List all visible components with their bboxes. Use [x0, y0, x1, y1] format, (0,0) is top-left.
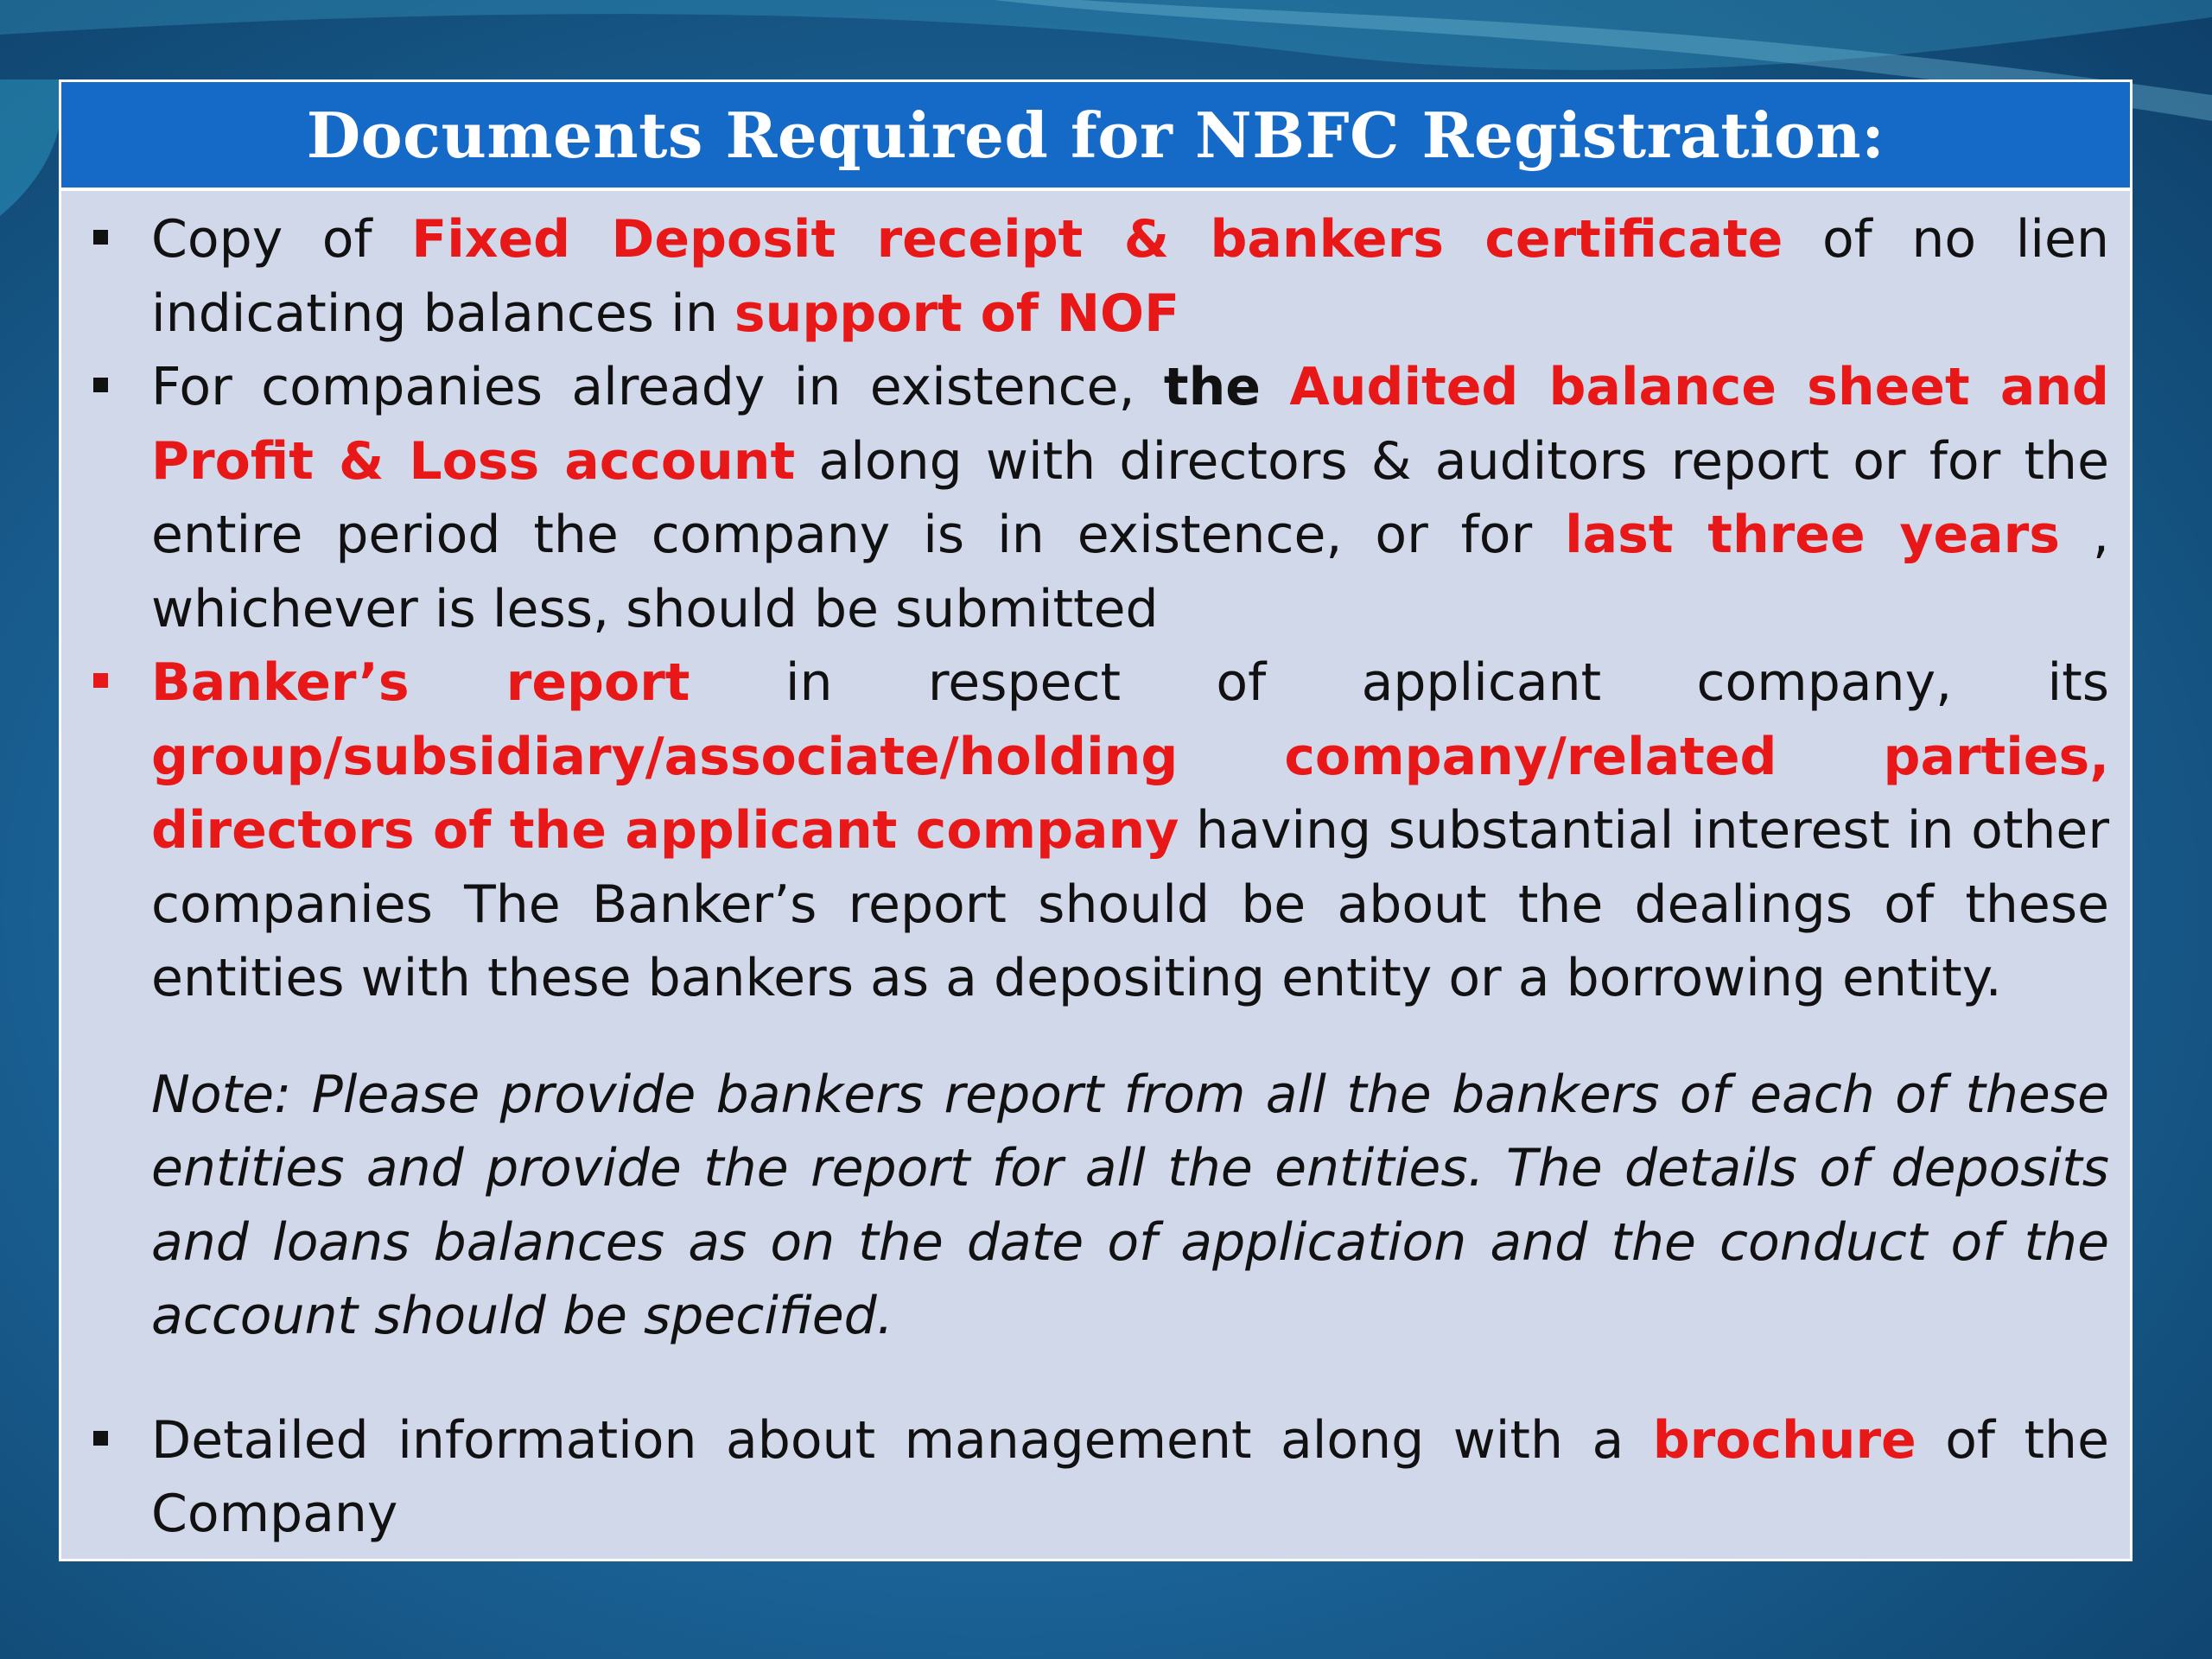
- square-bullet-icon: [93, 673, 108, 688]
- square-bullet-icon: [93, 378, 108, 392]
- list-item: [151, 351, 2109, 646]
- highlight-text: brochure: [1652, 1409, 1916, 1471]
- item-text: having substantial interest in other companies The Banker’s report should be about the dealings of these entities with these bankers as a depositing entity or a borrowing entity.: [151, 800, 2109, 1008]
- item-text: [1261, 357, 1289, 417]
- note-text: Note: Please provide bankers report from all the bankers of each of these entities and provide the report for all the entities. The details of deposits and loans balances as on the date of application and the conduct of the account should be specified.: [151, 1064, 2109, 1346]
- list-item: [151, 203, 2109, 351]
- content-panel: [59, 79, 2133, 1561]
- highlight-text: Fixed Deposit receipt & bankers certificate: [411, 209, 1783, 270]
- square-bullet-icon: [93, 230, 108, 245]
- item-text: in respect of applicant company, its: [690, 652, 2109, 713]
- item-text: of the Company: [151, 1409, 2109, 1544]
- highlight-text: support of NOF: [734, 283, 1180, 344]
- item-text: along with directors & auditors report or for the entire period the company is in existence, or for: [151, 430, 2109, 565]
- highlight-text: last three years: [1565, 505, 2060, 565]
- bullet-list: [151, 203, 2109, 1552]
- item-text: Detailed information about management along with a: [151, 1409, 1653, 1471]
- item-text: , whichever is less, should be submitted: [151, 505, 2109, 639]
- title-bar: [61, 82, 2130, 191]
- highlight-text: group/subsidiary/associate/holding company/related parties, directors of the applicant company: [151, 726, 2109, 861]
- item-text: For companies already in existence,: [151, 357, 1164, 417]
- highlight-text: Audited balance sheet and Profit & Loss account: [151, 357, 2109, 492]
- list-item: [151, 646, 2109, 1016]
- square-bullet-icon: [93, 1431, 108, 1446]
- list-item: [151, 1404, 2109, 1552]
- bold-text: the: [1163, 357, 1261, 417]
- slide-title: Documents Required for NBFC Registration:: [306, 98, 1885, 172]
- item-text: Copy of: [151, 209, 412, 270]
- item-text: of no lien indicating balances in: [151, 209, 2109, 344]
- highlight-text: Banker’s report: [151, 652, 690, 713]
